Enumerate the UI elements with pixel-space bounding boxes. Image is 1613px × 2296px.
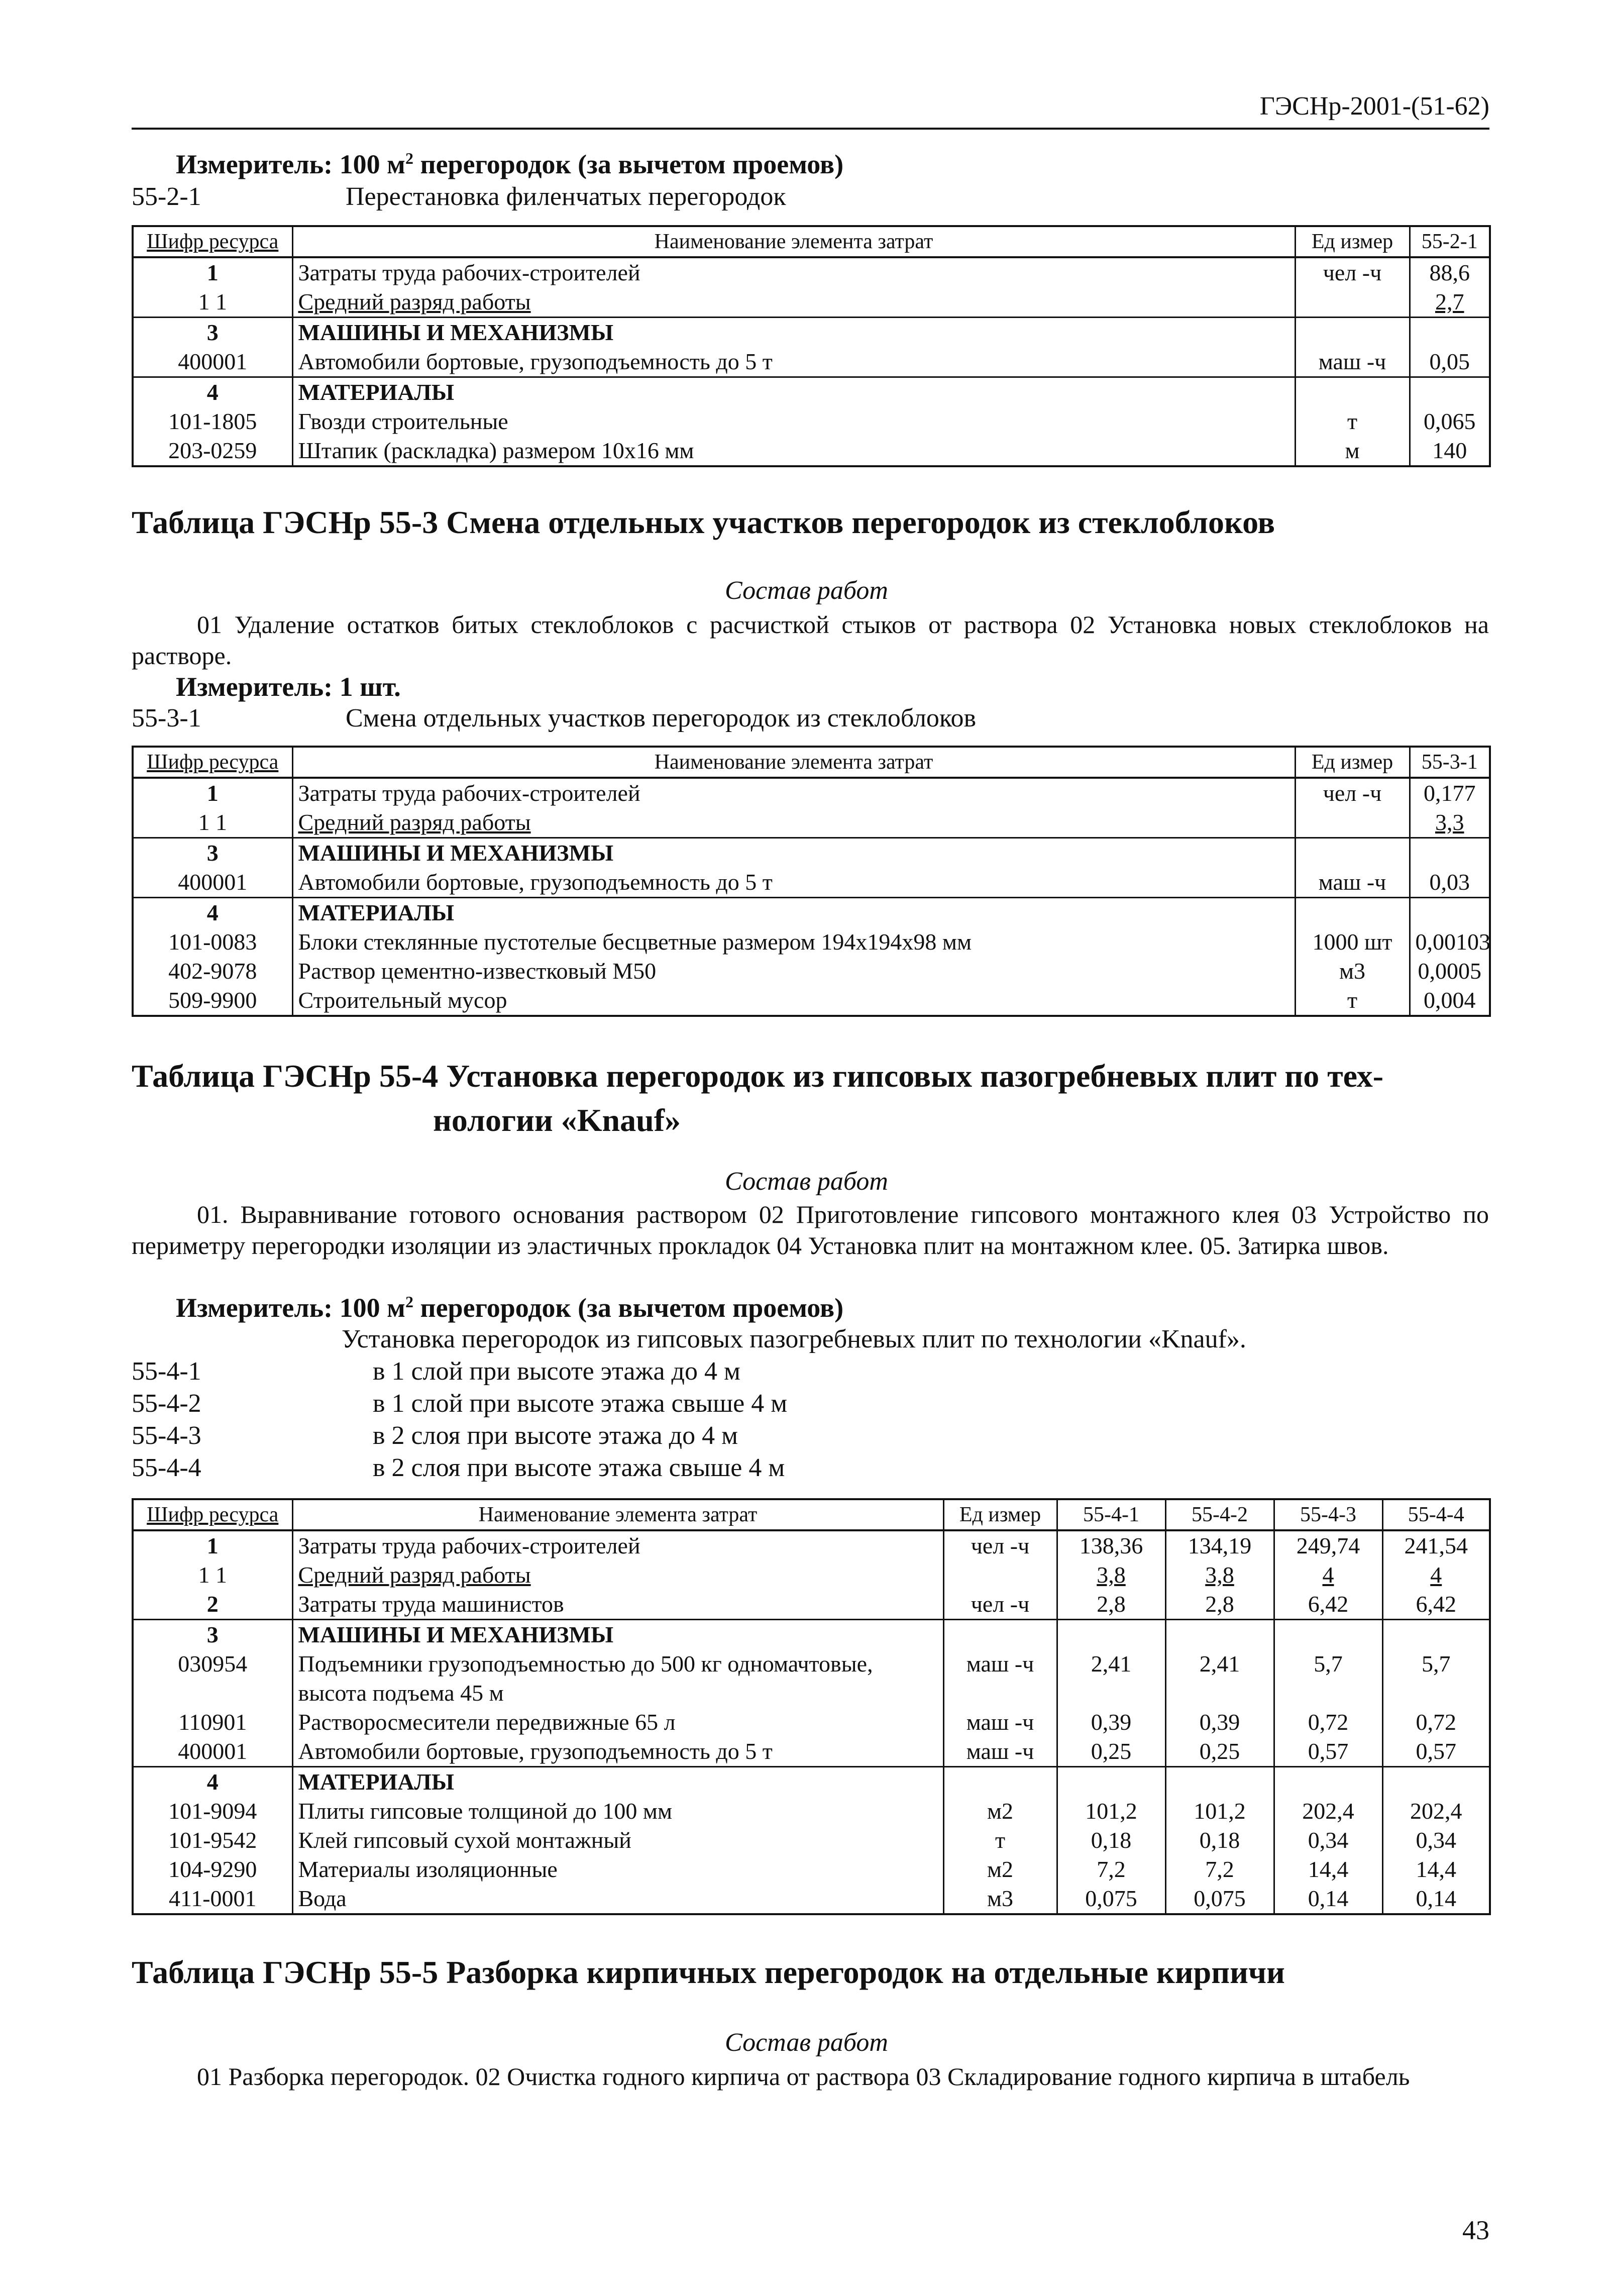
section-title-55-3: Таблица ГЭСНр 55-3 Смена отдельных участков перегородок из стеклоблоков <box>132 504 1275 540</box>
measurer-55-4: Измеритель: 100 $м^2$ перегородок (за вычетом проемов) <box>176 1293 844 1323</box>
table-row: 400001 Автомобили бортовые, грузоподъемность до 5 т маш -ч 0,25 0,25 0,57 0,57 <box>133 1737 1490 1767</box>
header-rule <box>132 128 1489 130</box>
table-row: 411-0001 Вода м3 0,075 0,075 0,14 0,14 <box>133 1884 1490 1914</box>
code-line-55-3-1: 55-3-1 Смена отдельных участков перегородок из стеклоблоков <box>132 704 977 733</box>
document-code: ГЭСНр-2001-(51-62) <box>1259 92 1489 121</box>
table-row: 1 1 Средний разряд работы 3,8 3,8 4 4 <box>133 1560 1490 1590</box>
table-row: 402-9078 Раствор цементно-известковый М50 м3 0,0005 <box>133 957 1490 986</box>
table-row: 1 Затраты труда рабочих-строителей чел -ч 88,6 <box>133 257 1490 287</box>
table-row: 4 МАТЕРИАЛЫ <box>133 377 1490 407</box>
item-55-4-3: 55-4-3 в 2 слоя при высоте этажа до 4 м <box>132 1421 738 1450</box>
work-composition-55-5: 01 Разборка перегородок. 02 Очистка годного кирпича от раствора 03 Складирование годного кирпича в штабель <box>197 2062 1410 2091</box>
table-row: 400001 Автомобили бортовые, грузоподъемность до 5 т маш -ч 0,03 <box>133 868 1490 898</box>
table-row: 1 Затраты труда рабочих-строителей чел -ч 138,36 134,19 249,74 241,54 <box>133 1530 1490 1560</box>
code-line-55-2-1: 55-2-1 Перестановка филенчатых перегородок <box>132 182 786 211</box>
table-row: 3 МАШИНЫ И МЕХАНИЗМЫ <box>133 318 1490 348</box>
measurer-55-3: Измеритель: 1 шт. <box>176 672 401 702</box>
table-row: 4 МАТЕРИАЛЫ <box>133 1767 1490 1797</box>
table-row: 1 Затраты труда рабочих-строителей чел -ч 0,177 <box>133 778 1490 808</box>
section-title-55-4: Таблица ГЭСНр 55-4 Установка перегородок из гипсовых пазогребневых плит по тех- нологии «Knauf» <box>132 1058 1384 1138</box>
table-row: 4 МАТЕРИАЛЫ <box>133 898 1490 928</box>
item-55-4-2: 55-4-2 в 1 слой при высоте этажа свыше 4 м <box>132 1389 788 1418</box>
table-row: 104-9290 Материалы изоляционные м2 7,2 7,2 14,4 14,4 <box>133 1855 1490 1884</box>
table-row: 3 МАШИНЫ И МЕХАНИЗМЫ <box>133 838 1490 868</box>
table-row: 2 Затраты труда машинистов чел -ч 2,8 2,8 6,42 6,42 <box>133 1590 1490 1620</box>
table-header-row: Шифр ресурса Наименование элемента затрат Ед измер 55-4-1 55-4-2 55-4-3 55-4-4 <box>133 1499 1490 1530</box>
resource-table-55-3-1 <box>132 746 1491 1017</box>
table-row: 509-9900 Строительный мусор т 0,004 <box>133 986 1490 1016</box>
work-composition-55-3: 01 Удаление остатков битых стеклоблоков с расчисткой стыков от раствора 02 Установка новых стеклоблоков на растворе. <box>132 610 1489 670</box>
work-composition-55-4: 01. Выравнивание готового основания раствором 02 Приготовление гипсового монтажного клея 03 Устройство по периметру перегородки изоляции из эластичных прокладок 04 Установка плит на монтажном клее. 05. Затирка швов. <box>132 1200 1489 1260</box>
page-number: 43 <box>1462 2215 1489 2245</box>
section-title-55-5: Таблица ГЭСНр 55-5 Разборка кирпичных перегородок на отдельные кирпичи <box>132 1954 1285 1990</box>
sostav-rabot-55-3: Состав работ <box>725 576 888 605</box>
table-row: 101-1805 Гвозди строительные т 0,065 <box>133 407 1490 436</box>
table-row: 110901 Растворосмесители передвижные 65 л маш -ч 0,39 0,39 0,72 0,72 <box>133 1708 1490 1737</box>
table-row: 101-9542 Клей гипсовый сухой монтажный т 0,18 0,18 0,34 0,34 <box>133 1826 1490 1855</box>
sostav-rabot-55-4: Состав работ <box>725 1167 888 1196</box>
resource-table-55-4 <box>132 1498 1491 1915</box>
table-row: 203-0259 Штапик (раскладка) размером 10x16 мм м 140 <box>133 436 1490 466</box>
table-row: 1 1 Средний разряд работы 3,3 <box>133 808 1490 838</box>
table-row: 400001 Автомобили бортовые, грузоподъемность до 5 т маш -ч 0,05 <box>133 347 1490 377</box>
measurer-55-2: Измеритель: 100 $м^2$ перегородок (за вычетом проемов) <box>176 149 844 179</box>
table-row: 3 МАШИНЫ И МЕХАНИЗМЫ <box>133 1620 1490 1650</box>
table-row: 101-0083 Блоки стеклянные пустотелые бесцветные размером 194x194x98 мм 1000 шт 0,00103 <box>133 927 1490 957</box>
sostav-rabot-55-5: Состав работ <box>725 2028 888 2057</box>
item-55-4-4: 55-4-4 в 2 слоя при высоте этажа свыше 4 м <box>132 1453 785 1482</box>
table-row: 101-9094 Плиты гипсовые толщиной до 100 мм м2 101,2 101,2 202,4 202,4 <box>133 1797 1490 1826</box>
subtitle-55-4: Установка перегородок из гипсовых пазогребневых плит по технологии «Knauf». <box>342 1325 1246 1353</box>
resource-table-55-2-1 <box>132 225 1491 467</box>
item-55-4-1: 55-4-1 в 1 слой при высоте этажа до 4 м <box>132 1357 740 1386</box>
table-header-row: Шифр ресурса Наименование элемента затрат Ед измер 55-3-1 <box>133 747 1490 778</box>
table-row: 030954 Подъемники грузоподъемностью до 500 кг одномачтовые, высота подъема 45 м маш -ч 2,41 2,41 5,7 5,7 <box>133 1649 1490 1708</box>
table-header-row: Шифр ресурса Наименование элемента затрат Ед измер 55-2-1 <box>133 226 1490 257</box>
table-row: 1 1 Средний разряд работы 2,7 <box>133 287 1490 318</box>
